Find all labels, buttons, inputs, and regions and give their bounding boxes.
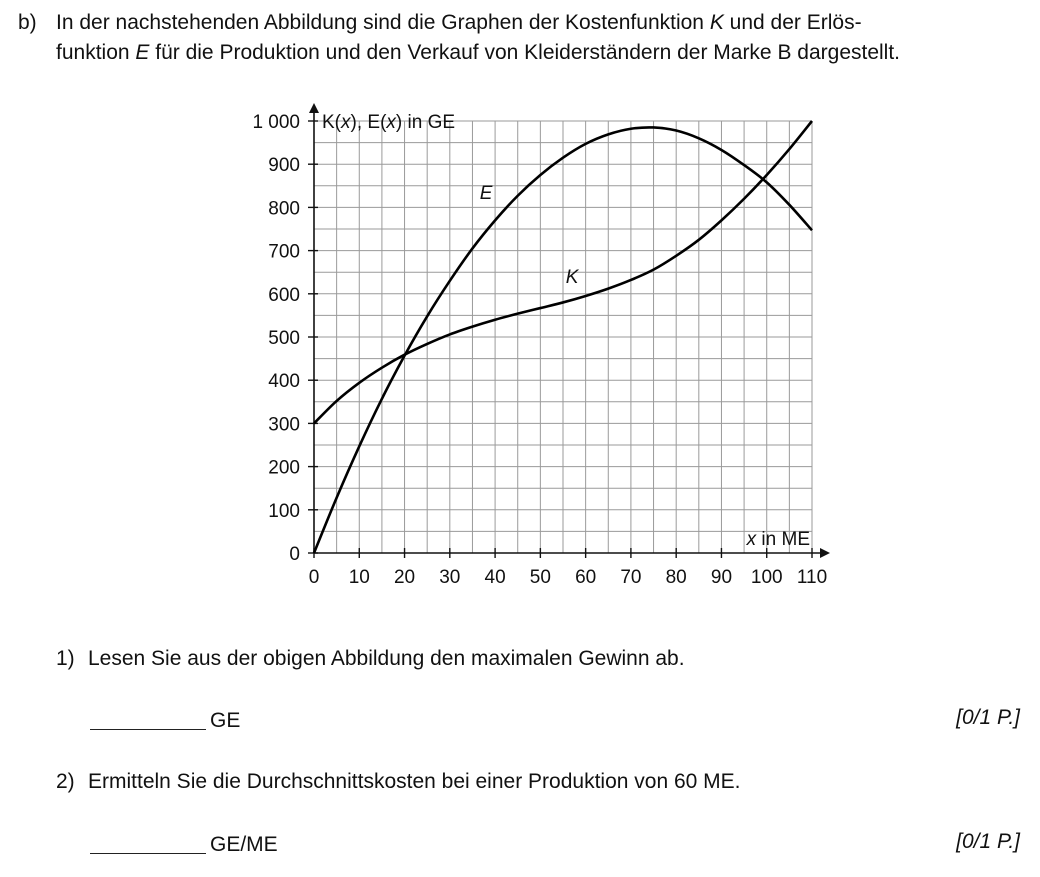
points-2: [0/1 P.]: [956, 830, 1020, 853]
x-tick-label: 50: [529, 567, 551, 588]
x-tick-label: 60: [575, 567, 597, 588]
answer-line-1: [90, 706, 240, 736]
question-1: [56, 644, 685, 674]
y-tick-label: 400: [268, 371, 300, 393]
question-2: [56, 767, 741, 797]
question-text: Lesen Sie aus der obigen Abbildung den maximalen Gewinn ab.: [88, 647, 685, 670]
y-axis-label: K(x), E(x) in GE: [322, 112, 456, 133]
y-tick-label: 0: [289, 544, 300, 565]
task-text-part: In der nachstehenden Abbildung sind die Graphen der Kostenfunktion: [56, 11, 710, 34]
answer-unit: GE/ME: [210, 833, 278, 856]
answer-blank[interactable]: [90, 831, 206, 854]
x-tick-label: 80: [665, 567, 687, 588]
task-text-part: und der Erlös-: [723, 11, 862, 34]
y-axis-arrow: [309, 103, 319, 113]
x-tick-label: 10: [348, 567, 370, 588]
x-tick-label: 40: [484, 567, 506, 588]
y-tick-label: 700: [268, 241, 300, 263]
y-tick-label: 300: [268, 414, 300, 436]
answer-blank[interactable]: [90, 707, 206, 730]
x-axis-label: x in ME: [746, 529, 810, 550]
x-axis-arrow: [820, 548, 830, 558]
task-text: [56, 8, 1016, 68]
question-number: 2): [56, 770, 75, 793]
points-1: [0/1 P.]: [956, 706, 1020, 729]
y-tick-label: 200: [268, 457, 300, 479]
task-text-part: funktion: [56, 41, 136, 64]
answer-unit: GE: [210, 709, 241, 732]
x-tick-label: 90: [710, 567, 733, 588]
question-number: 1): [56, 647, 75, 670]
task-label: b): [18, 11, 37, 34]
series-label-k: K: [565, 267, 579, 288]
answer-line-2: [90, 830, 278, 860]
task-text-part: für die Produktion und den Verkauf von Kleiderständern der Marke B dargestellt.: [149, 41, 901, 64]
y-tick-label: 600: [268, 284, 300, 306]
function-k-symbol: K: [709, 11, 724, 34]
y-tick-label: 500: [268, 328, 300, 349]
series-label-e: E: [479, 182, 493, 204]
question-text: Ermitteln Sie die Durchschnittskosten bei einer Produktion von 60 ME.: [88, 770, 741, 793]
x-tick-label: 20: [393, 567, 416, 588]
x-tick-label: 0: [308, 567, 320, 588]
cost-revenue-chart: [230, 96, 850, 596]
y-tick-label: 800: [268, 198, 300, 220]
y-tick-label: 100: [268, 500, 300, 522]
x-tick-label: 110: [796, 567, 828, 588]
y-tick-label: 1 000: [252, 112, 300, 133]
y-tick-label: 900: [268, 155, 300, 177]
x-tick-label: 70: [620, 567, 642, 588]
x-tick-label: 100: [750, 567, 783, 588]
function-e-symbol: E: [135, 41, 150, 64]
x-tick-label: 30: [439, 567, 461, 588]
